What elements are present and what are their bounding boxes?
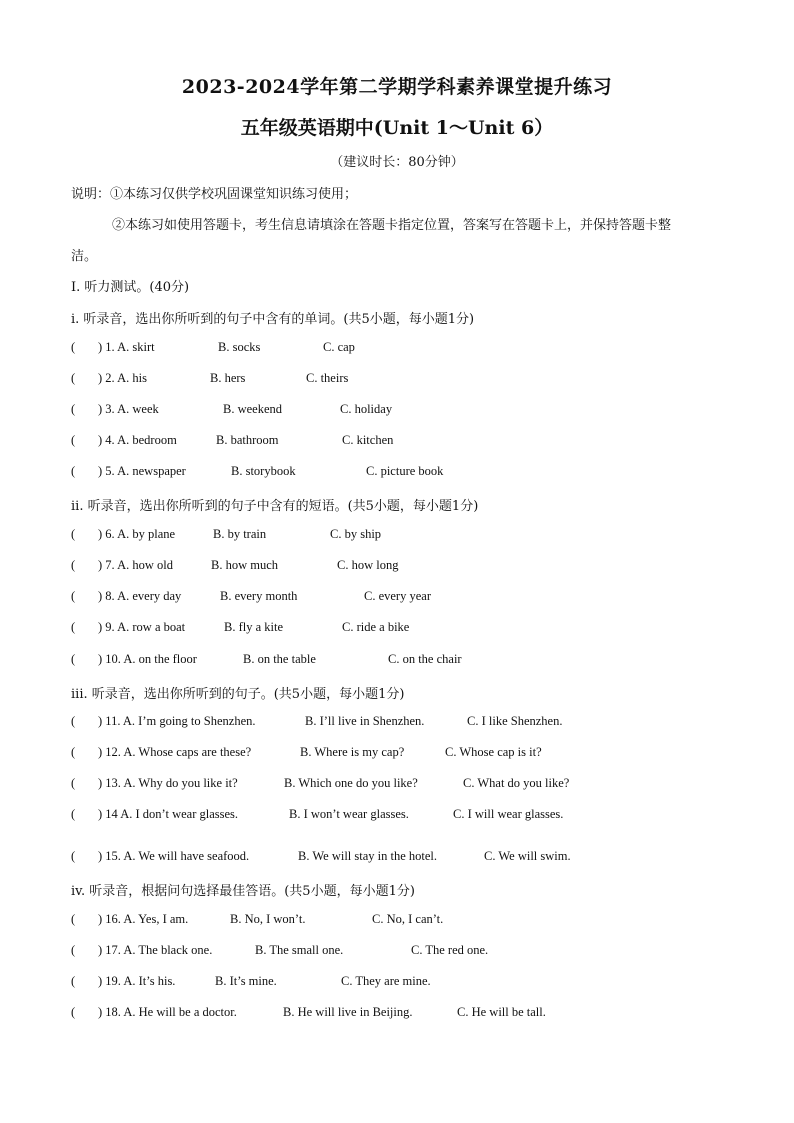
answer-paren[interactable]: ( [71,527,76,541]
option-a: ) 19. A. It’s his. [98,974,176,988]
option-a: ) 9. A. row a boat [98,620,186,634]
option-a: ) 10. A. on the floor [98,652,197,666]
option-a: ) 12. A. Whose caps are these? [98,745,252,759]
option-b: B. Where is my cap? [300,745,405,759]
option-a: ) 18. A. He will be a doctor. [98,1005,237,1019]
answer-paren[interactable]: ( [71,745,76,759]
option-a: ) 5. A. newspaper [98,464,186,478]
option-c: C. every year [364,589,431,603]
option-c: C. theirs [306,371,349,385]
option-b: B. hers [210,371,246,385]
option-b: B. on the table [243,652,316,666]
option-b: B. We will stay in the hotel. [298,849,438,863]
option-c: C. We will swim. [484,849,571,863]
option-c: C. ride a bike [342,620,410,634]
option-c: C. cap [323,340,355,354]
option-a: ) 1. A. skirt [98,340,155,354]
section-ii-heading: ii. 听录音，选出你所听到的句子中含有的短语。(共5小题，每小题1分) [71,499,479,514]
page-subtitle: 五年级英语期中(Unit 1～Unit 6） [240,117,554,139]
option-b: B. weekend [223,402,283,416]
option-b: B. He will live in Beijing. [283,1005,413,1019]
answer-paren[interactable]: ( [71,464,76,478]
suggested-duration: （建议时长：80分钟） [330,155,464,170]
option-b: B. I’ll live in Shenzhen. [305,714,425,728]
answer-paren[interactable]: ( [71,402,76,416]
answer-paren[interactable]: ( [71,943,76,957]
option-a: ) 6. A. by plane [98,527,176,541]
option-a: ) 17. A. The black one. [98,943,213,957]
page-title: 2023-2024学年第二学期学科素养课堂提升练习 [181,76,613,98]
answer-paren[interactable]: ( [71,1005,76,1019]
option-c: C. how long [337,558,399,572]
notes-line-2: ②本练习如使用答题卡，考生信息请填涂在答题卡指定位置，答案写在答题卡上，并保持答题卡整 [112,218,672,233]
answer-paren[interactable]: ( [71,776,76,790]
answer-paren[interactable]: ( [71,340,76,354]
option-c: C. by ship [330,527,382,541]
section-i-heading: i. 听录音，选出你所听到的句子中含有的单词。(共5小题，每小题1分) [71,312,475,327]
option-c: C. I like Shenzhen. [467,714,563,728]
option-a: ) 7. A. how old [98,558,173,572]
option-b: B. The small one. [255,943,344,957]
option-b: B. how much [211,558,279,572]
option-a: ) 16. A. Yes, I am. [98,912,189,926]
option-c: C. picture book [366,464,444,478]
option-a: ) 2. A. his [98,371,147,385]
answer-paren[interactable]: ( [71,589,76,603]
answer-paren[interactable]: ( [71,912,76,926]
option-b: B. storybook [231,464,296,478]
option-b: B. fly a kite [224,620,284,634]
notes-line-1: 说明：①本练习仅供学校巩固课堂知识练习使用； [71,187,358,202]
option-b: B. It’s mine. [215,974,277,988]
option-c: C. holiday [340,402,393,416]
option-c: C. kitchen [342,433,394,447]
option-a: ) 15. A. We will have seafood. [98,849,250,863]
option-b: B. I won’t wear glasses. [289,807,409,821]
option-c: C. He will be tall. [457,1005,546,1019]
answer-paren[interactable]: ( [71,652,76,666]
option-b: B. No, I won’t. [230,912,306,926]
section-iv-heading: iv. 听录音，根据问句选择最佳答语。(共5小题，每小题1分) [71,884,415,899]
option-c: C. Whose cap is it? [445,745,542,759]
part1-heading: I. 听力测试。(40分) [71,280,190,295]
option-a: ) 11. A. I’m going to Shenzhen. [98,714,256,728]
notes-line-3: 洁。 [71,249,98,264]
option-b: B. bathroom [216,433,279,447]
option-c: C. What do you like? [463,776,570,790]
option-b: B. socks [218,340,261,354]
option-a: ) 8. A. every day [98,589,182,603]
section-iii-heading: iii. 听录音，选出你所听到的句子。(共5小题，每小题1分) [71,687,405,702]
option-b: B. every month [220,589,298,603]
option-b: B. by train [213,527,267,541]
option-c: C. They are mine. [341,974,431,988]
answer-paren[interactable]: ( [71,371,76,385]
answer-paren[interactable]: ( [71,433,76,447]
answer-paren[interactable]: ( [71,807,76,821]
option-a: ) 3. A. week [98,402,159,416]
answer-paren[interactable]: ( [71,620,76,634]
answer-paren[interactable]: ( [71,849,76,863]
option-b: B. Which one do you like? [284,776,418,790]
option-a: ) 13. A. Why do you like it? [98,776,238,790]
option-a: ) 4. A. bedroom [98,433,177,447]
answer-paren[interactable]: ( [71,974,76,988]
option-a: ) 14 A. I don’t wear glasses. [98,807,239,821]
option-c: C. The red one. [411,943,489,957]
answer-paren[interactable]: ( [71,714,76,728]
answer-paren[interactable]: ( [71,558,76,572]
option-c: C. on the chair [388,652,462,666]
option-c: C. No, I can’t. [372,912,444,926]
option-c: C. I will wear glasses. [453,807,564,821]
